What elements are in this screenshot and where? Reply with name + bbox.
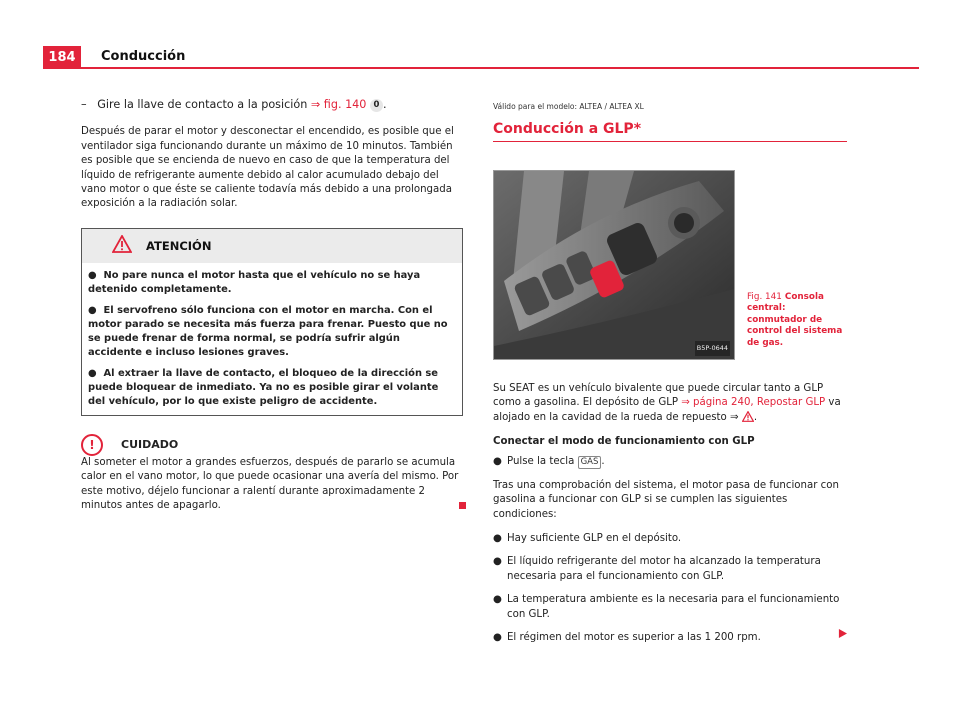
fan-paragraph: Después de parar el motor y desconectar el encendido, es posible que el ventilador siga funcionando durante un máximo de 10 minutos. También es posible que se encienda de nuevo en caso de que la temperatura del líquido de refrigerante aumente debido al calor acumulado debajo del vano motor o que éste se caliente todavía más debido a una prolongada exposición a la radiación solar.	[81, 126, 454, 210]
figure-link[interactable]: ⇒ fig. 140	[310, 98, 367, 111]
step-end: .	[382, 98, 387, 111]
condition-item: ● La temperatura ambiente es la necesaria para el funcionamiento con GLP.	[493, 594, 840, 620]
instruction-step	[81, 98, 463, 112]
warning-item: ● No pare nunca el motor hasta que el vehículo no se haya detenido completamente.	[88, 269, 421, 295]
caution-text: Al someter el motor a grandes esfuerzos, después de pararlo se acumula calor en el vano motor, lo que puede ocasionar una avería del mismo. Por este motivo, déjelo funcionar a ralentí durante aproximadamente 2 minutos antes de apagarlo.	[81, 456, 459, 512]
figure-label: Fig. 141	[747, 291, 782, 302]
warning-triangle-icon[interactable]	[742, 411, 754, 422]
warning-box	[81, 228, 463, 416]
switch-paragraph: Tras una comprobación del sistema, el motor pasa de funcionar con gasolina a funcionar con GLP si se cumplen las siguientes condiciones:	[493, 479, 839, 520]
caution-exclamation-icon: !	[81, 434, 103, 456]
glp-intro: Su SEAT es un vehículo bivalente que puede circular tanto a GLP como a gasolina. El depósito de GLP ⇒ página 240, Repostar GLP va alojado en la cavidad de la rueda de repuesto ⇒ .	[493, 382, 841, 423]
valid-for-models: Válido para el modelo: ALTEA / ALTEA XL	[493, 102, 644, 111]
section-end-mark	[459, 502, 466, 509]
caution-header	[81, 434, 463, 456]
step-dash: –	[81, 98, 87, 111]
warning-title: ATENCIÓN	[146, 238, 212, 253]
page-link[interactable]: ⇒ página 240, Repostar GLP	[681, 397, 826, 409]
subheading: Conectar el modo de funcionamiento con GLP	[493, 436, 755, 448]
right-column	[493, 100, 847, 655]
warning-header	[82, 229, 462, 263]
warning-item: ● Al extraer la llave de contacto, el bloqueo de la dirección se puede bloquear de inmediato. Ya no es posible girar el volante del vehículo, por lo que existe peligro de accidente.	[88, 367, 439, 407]
next-page-arrow-icon	[838, 629, 847, 643]
condition-item: ● Hay suficiente GLP en el depósito.	[493, 533, 682, 545]
warning-triangle-icon	[112, 235, 132, 256]
gas-key: GAS	[578, 456, 602, 469]
figure-caption-text: Consola central: conmutador de control del sistema de gas.	[747, 291, 843, 348]
caution-body	[81, 456, 463, 514]
press-gas-step: ● Pulse la tecla GAS .	[493, 456, 605, 468]
condition-item: ● El régimen del motor es superior a las 1 200 rpm.	[493, 631, 847, 645]
page-header-title: Conducción	[101, 49, 186, 64]
figure-caption	[747, 292, 847, 350]
warning-item: ● El servofreno sólo funciona con el motor en marcha. Con el motor parado se necesita más fuerza para frenar. Puesto que no se puede frenar de forma normal, se podría sufrir algún accidente e incluso lesiones graves.	[88, 304, 448, 358]
position-badge: 0	[370, 99, 383, 112]
condition-item: ● El líquido refrigerante del motor ha alcanzado la temperatura necesaria para el funcionamiento con GLP.	[493, 556, 821, 582]
warning-body	[82, 263, 462, 415]
caution-title: CUIDADO	[121, 437, 179, 451]
section-rule	[493, 141, 847, 142]
page-number: 184	[43, 46, 81, 68]
console-photo	[493, 170, 735, 360]
figure	[493, 154, 847, 378]
left-column	[81, 98, 463, 513]
figure-code: B5P-0644	[695, 341, 730, 355]
console-illustration	[494, 171, 734, 359]
header-rule	[43, 67, 919, 69]
section-title: Conducción a GLP*	[493, 121, 642, 138]
step-text: Gire la llave de contacto a la posición	[97, 98, 308, 111]
